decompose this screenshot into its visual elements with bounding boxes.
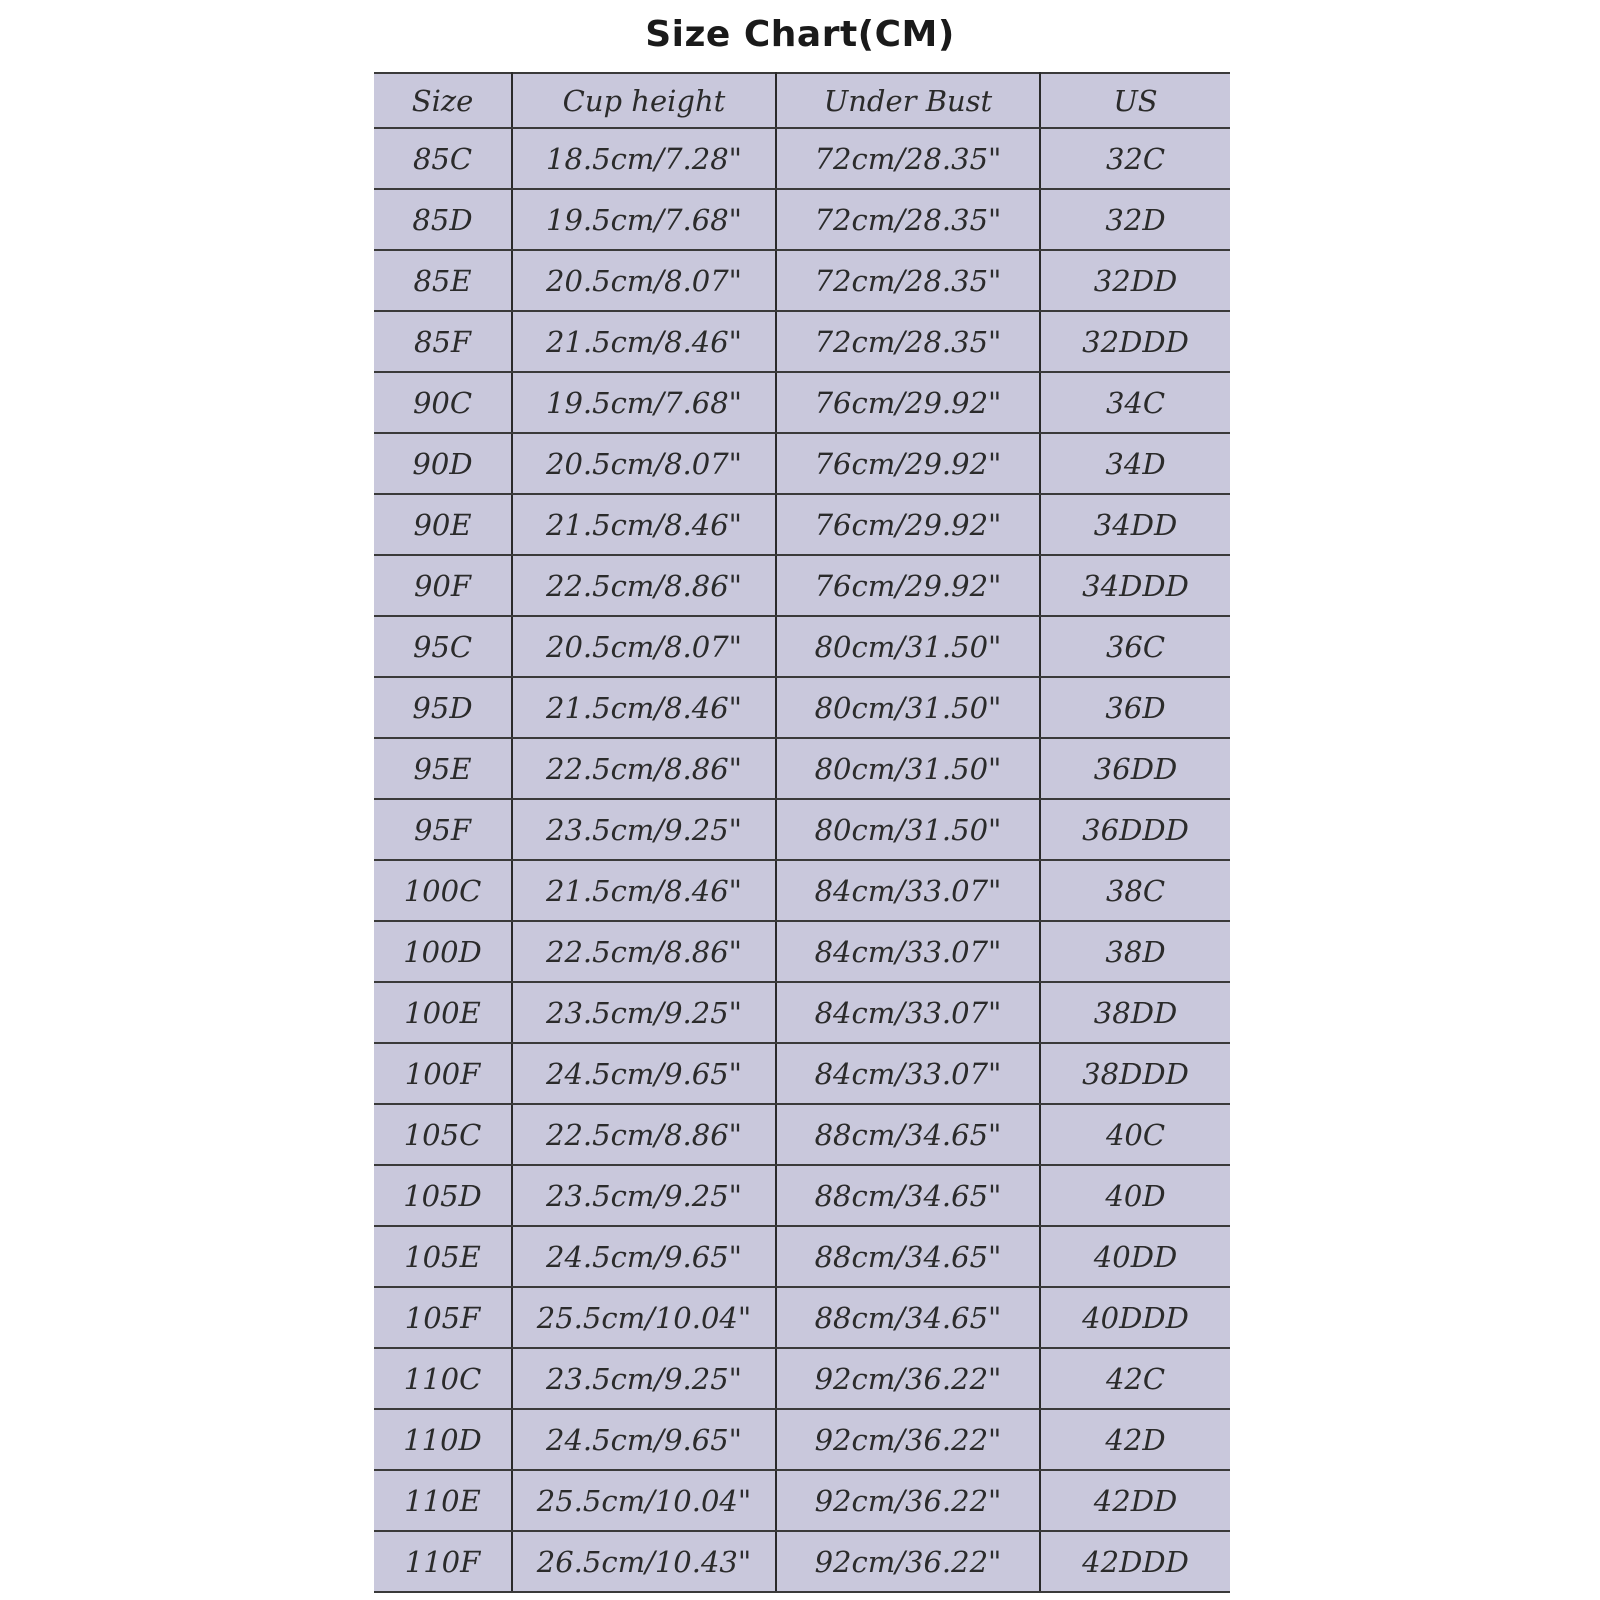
cell-cup-height: 22.5cm/8.86" [512, 1104, 776, 1165]
cell-cup-height: 19.5cm/7.68" [512, 189, 776, 250]
cell-size: 100F [374, 1043, 512, 1104]
table-row [374, 311, 1230, 372]
cell-size: 95C [374, 616, 512, 677]
cell-size: 90C [374, 372, 512, 433]
cell-us: 42DDD [1040, 1531, 1230, 1592]
cell-cup-height: 21.5cm/8.46" [512, 311, 776, 372]
cell-us: 32C [1040, 128, 1230, 189]
table-row [374, 799, 1230, 860]
table-row [374, 738, 1230, 799]
header-under-bust: Under Bust [776, 73, 1040, 128]
table-header-row [374, 73, 1230, 128]
cell-cup-height: 21.5cm/8.46" [512, 494, 776, 555]
cell-size: 90D [374, 433, 512, 494]
cell-size: 110F [374, 1531, 512, 1592]
cell-under-bust: 92cm/36.22" [776, 1531, 1040, 1592]
cell-cup-height: 24.5cm/9.65" [512, 1226, 776, 1287]
cell-size: 90F [374, 555, 512, 616]
cell-us: 42DD [1040, 1470, 1230, 1531]
cell-under-bust: 80cm/31.50" [776, 799, 1040, 860]
cell-us: 32DDD [1040, 311, 1230, 372]
cell-under-bust: 84cm/33.07" [776, 860, 1040, 921]
table-row [374, 616, 1230, 677]
cell-under-bust: 76cm/29.92" [776, 494, 1040, 555]
cell-under-bust: 72cm/28.35" [776, 311, 1040, 372]
cell-cup-height: 22.5cm/8.86" [512, 555, 776, 616]
table-row [374, 1043, 1230, 1104]
cell-cup-height: 22.5cm/8.86" [512, 738, 776, 799]
table-row [374, 1409, 1230, 1470]
cell-size: 95D [374, 677, 512, 738]
cell-under-bust: 76cm/29.92" [776, 555, 1040, 616]
cell-us: 38DDD [1040, 1043, 1230, 1104]
cell-under-bust: 84cm/33.07" [776, 921, 1040, 982]
cell-us: 36DD [1040, 738, 1230, 799]
table-row [374, 433, 1230, 494]
cell-us: 34D [1040, 433, 1230, 494]
cell-cup-height: 23.5cm/9.25" [512, 982, 776, 1043]
cell-size: 90E [374, 494, 512, 555]
table-row [374, 1531, 1230, 1592]
cell-cup-height: 22.5cm/8.86" [512, 921, 776, 982]
cell-size: 85C [374, 128, 512, 189]
table-row [374, 1226, 1230, 1287]
cell-us: 42D [1040, 1409, 1230, 1470]
cell-size: 85E [374, 250, 512, 311]
table-row [374, 555, 1230, 616]
cell-us: 32D [1040, 189, 1230, 250]
header-cup-height: Cup height [512, 73, 776, 128]
cell-size: 105C [374, 1104, 512, 1165]
table-row [374, 250, 1230, 311]
table-row [374, 1470, 1230, 1531]
cell-under-bust: 88cm/34.65" [776, 1226, 1040, 1287]
cell-under-bust: 80cm/31.50" [776, 677, 1040, 738]
cell-under-bust: 92cm/36.22" [776, 1470, 1040, 1531]
cell-under-bust: 76cm/29.92" [776, 433, 1040, 494]
cell-us: 42C [1040, 1348, 1230, 1409]
cell-under-bust: 72cm/28.35" [776, 128, 1040, 189]
cell-cup-height: 21.5cm/8.46" [512, 677, 776, 738]
cell-cup-height: 26.5cm/10.43" [512, 1531, 776, 1592]
cell-under-bust: 92cm/36.22" [776, 1409, 1040, 1470]
cell-us: 38D [1040, 921, 1230, 982]
cell-cup-height: 20.5cm/8.07" [512, 250, 776, 311]
cell-cup-height: 25.5cm/10.04" [512, 1287, 776, 1348]
table-row [374, 1104, 1230, 1165]
cell-us: 36C [1040, 616, 1230, 677]
cell-size: 110E [374, 1470, 512, 1531]
cell-us: 32DD [1040, 250, 1230, 311]
cell-us: 40C [1040, 1104, 1230, 1165]
cell-size: 100D [374, 921, 512, 982]
table-row [374, 677, 1230, 738]
size-table [374, 72, 1230, 1593]
cell-us: 34C [1040, 372, 1230, 433]
table-body [374, 128, 1230, 1592]
cell-size: 105E [374, 1226, 512, 1287]
cell-cup-height: 23.5cm/9.25" [512, 1165, 776, 1226]
table-row [374, 372, 1230, 433]
cell-under-bust: 72cm/28.35" [776, 250, 1040, 311]
cell-under-bust: 80cm/31.50" [776, 738, 1040, 799]
cell-cup-height: 24.5cm/9.65" [512, 1409, 776, 1470]
cell-size: 110D [374, 1409, 512, 1470]
page-title: Size Chart(CM) [645, 14, 955, 55]
cell-us: 36DDD [1040, 799, 1230, 860]
cell-under-bust: 88cm/34.65" [776, 1287, 1040, 1348]
cell-size: 85D [374, 189, 512, 250]
cell-size: 110C [374, 1348, 512, 1409]
table-row [374, 921, 1230, 982]
cell-under-bust: 84cm/33.07" [776, 1043, 1040, 1104]
cell-size: 105D [374, 1165, 512, 1226]
cell-size: 85F [374, 311, 512, 372]
cell-cup-height: 21.5cm/8.46" [512, 860, 776, 921]
cell-size: 95E [374, 738, 512, 799]
cell-cup-height: 20.5cm/8.07" [512, 616, 776, 677]
header-us: US [1040, 73, 1230, 128]
cell-under-bust: 88cm/34.65" [776, 1165, 1040, 1226]
cell-cup-height: 23.5cm/9.25" [512, 799, 776, 860]
table-row [374, 1348, 1230, 1409]
cell-us: 40DD [1040, 1226, 1230, 1287]
cell-us: 36D [1040, 677, 1230, 738]
cell-us: 34DD [1040, 494, 1230, 555]
table-row [374, 860, 1230, 921]
table-row [374, 189, 1230, 250]
cell-under-bust: 88cm/34.65" [776, 1104, 1040, 1165]
cell-cup-height: 24.5cm/9.65" [512, 1043, 776, 1104]
cell-us: 38C [1040, 860, 1230, 921]
cell-under-bust: 92cm/36.22" [776, 1348, 1040, 1409]
table-row [374, 982, 1230, 1043]
cell-cup-height: 18.5cm/7.28" [512, 128, 776, 189]
table-row [374, 494, 1230, 555]
cell-under-bust: 72cm/28.35" [776, 189, 1040, 250]
cell-size: 95F [374, 799, 512, 860]
table-row [374, 1287, 1230, 1348]
cell-cup-height: 23.5cm/9.25" [512, 1348, 776, 1409]
cell-cup-height: 25.5cm/10.04" [512, 1470, 776, 1531]
cell-under-bust: 80cm/31.50" [776, 616, 1040, 677]
cell-us: 40D [1040, 1165, 1230, 1226]
cell-us: 40DDD [1040, 1287, 1230, 1348]
cell-size: 100E [374, 982, 512, 1043]
header-size: Size [374, 73, 512, 128]
cell-size: 100C [374, 860, 512, 921]
cell-cup-height: 20.5cm/8.07" [512, 433, 776, 494]
cell-cup-height: 19.5cm/7.68" [512, 372, 776, 433]
cell-under-bust: 84cm/33.07" [776, 982, 1040, 1043]
cell-us: 34DDD [1040, 555, 1230, 616]
cell-us: 38DD [1040, 982, 1230, 1043]
cell-under-bust: 76cm/29.92" [776, 372, 1040, 433]
table-row [374, 1165, 1230, 1226]
table-row [374, 128, 1230, 189]
cell-size: 105F [374, 1287, 512, 1348]
